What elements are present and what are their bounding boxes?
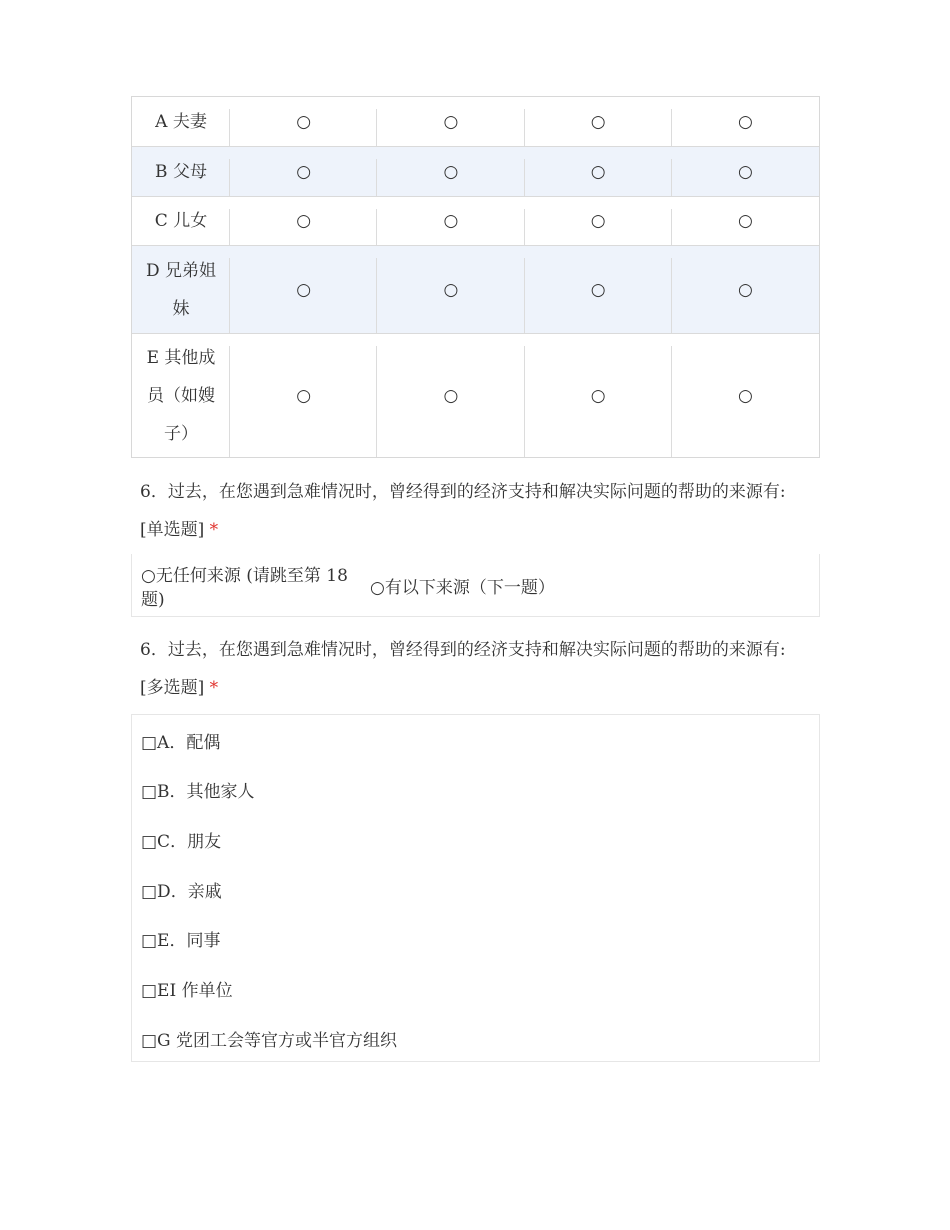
checkbox-option-relatives[interactable]: □D．亲戚 xyxy=(141,882,222,902)
required-mark: * xyxy=(209,678,219,698)
matrix-row-label: A 夫妻 xyxy=(132,97,230,146)
question-single-title xyxy=(140,473,810,549)
radio-option[interactable]: ○ xyxy=(230,97,377,146)
radio-option[interactable]: ○ xyxy=(377,147,524,196)
matrix-row-d xyxy=(132,246,819,334)
checkbox-option-colleagues[interactable]: □E．同事 xyxy=(141,931,221,951)
question-text: 6．过去，在您遇到急难情况时，曾经得到的经济支持和解决实际问题的帮助的来源有: [单选题] xyxy=(140,482,786,540)
radio-option[interactable]: ○ xyxy=(525,97,672,146)
checkbox-option-spouse[interactable]: □A．配偶 xyxy=(141,733,221,753)
checkbox-option-organizations[interactable]: □G 党团工会等官方或半官方组织 xyxy=(141,1031,398,1051)
radio-option[interactable]: ○ xyxy=(525,334,672,457)
radio-option[interactable]: ○ xyxy=(230,197,377,245)
single-choice-options xyxy=(131,554,820,617)
support-matrix-table xyxy=(131,96,820,458)
radio-option[interactable]: ○ xyxy=(737,161,753,182)
matrix-row-label: B 父母 xyxy=(132,147,230,196)
matrix-row-a xyxy=(132,97,819,147)
radio-option[interactable]: ○ xyxy=(737,211,753,231)
radio-option[interactable]: ○ xyxy=(230,147,377,196)
matrix-row-label: E 其他成员（如嫂子） xyxy=(132,334,230,457)
radio-option[interactable]: ○ xyxy=(377,334,524,457)
radio-option[interactable]: ○ xyxy=(230,334,377,457)
radio-option[interactable]: ○ xyxy=(737,385,753,406)
matrix-row-b xyxy=(132,147,819,197)
radio-option[interactable]: ○ xyxy=(525,246,672,333)
radio-option[interactable]: ○ xyxy=(737,111,753,132)
option-has-source[interactable]: ○有以下来源（下一题） xyxy=(370,578,555,598)
radio-option[interactable]: ○ xyxy=(525,197,672,245)
matrix-row-label: C 儿女 xyxy=(132,197,230,245)
required-mark: * xyxy=(209,520,219,540)
question-multi-title xyxy=(140,631,810,707)
radio-option[interactable]: ○ xyxy=(377,197,524,245)
radio-option[interactable]: ○ xyxy=(525,147,672,196)
checkbox-option-workplace[interactable]: □EI 作单位 xyxy=(141,981,233,1001)
checkbox-option-friends[interactable]: □C．朋友 xyxy=(141,832,222,852)
matrix-row-e xyxy=(132,334,819,457)
matrix-row-label: D 兄弟姐妹 xyxy=(132,246,230,333)
option-no-source[interactable]: ○无任何来源 (请跳至第 18 题) xyxy=(141,566,348,610)
checkbox-option-family[interactable]: □B．其他家人 xyxy=(141,782,255,802)
radio-option[interactable]: ○ xyxy=(737,279,753,300)
question-text: 6．过去，在您遇到急难情况时，曾经得到的经济支持和解决实际问题的帮助的来源有: [多选题] xyxy=(140,640,786,698)
radio-option[interactable]: ○ xyxy=(377,97,524,146)
radio-option[interactable]: ○ xyxy=(377,246,524,333)
multi-choice-options xyxy=(131,714,820,1062)
radio-option[interactable]: ○ xyxy=(230,246,377,333)
matrix-row-c xyxy=(132,197,819,246)
